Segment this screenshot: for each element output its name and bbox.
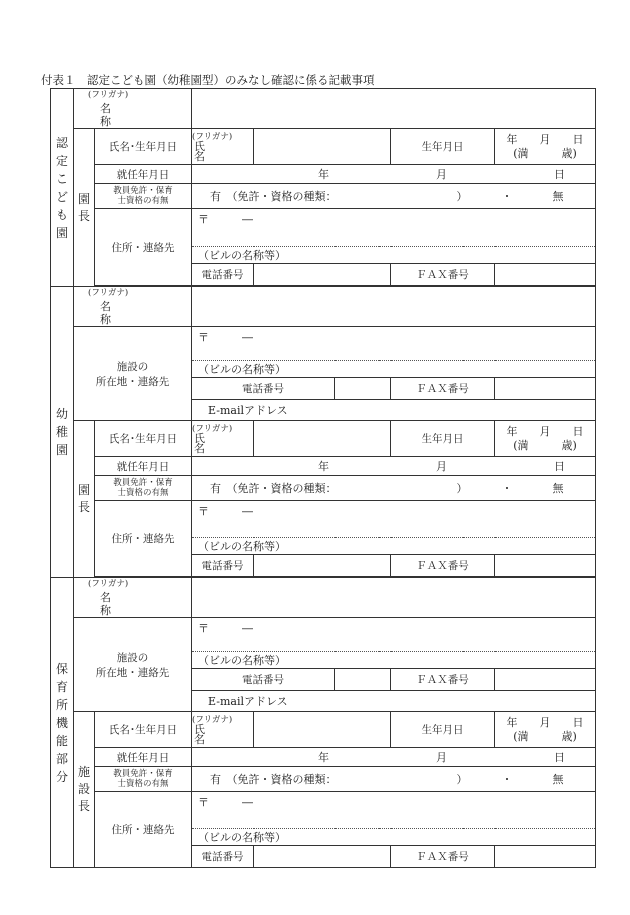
location-label (74, 618, 192, 712)
address-contact-label: 住所・連絡先 (95, 792, 192, 868)
shimei-text: 氏 名 (194, 139, 260, 163)
name-input[interactable] (254, 712, 391, 748)
license-label-2: 士資格の有無 (117, 779, 169, 789)
appointment-date-label: 就任年月日 (95, 165, 192, 184)
address-input[interactable] (192, 347, 596, 361)
furigana-label: (フリガナ) (88, 90, 129, 100)
license-close: ） (456, 773, 468, 786)
appointment-date-label: 就任年月日 (95, 457, 192, 476)
license-input[interactable] (192, 767, 596, 792)
building-input[interactable]: （ビルの名称等） (192, 652, 596, 669)
location-label-2: 所在地・連絡先 (95, 375, 170, 388)
license-nashi: 無 (552, 190, 564, 203)
building-input[interactable]: （ビルの名称等） (192, 829, 596, 846)
fax-label: ＦＡＸ番号 (391, 264, 495, 286)
email-label: E-mailアドレス (208, 695, 288, 708)
tel-label: 電話番号 (192, 378, 335, 400)
facility-name-label (74, 287, 192, 327)
sub-encho (74, 421, 95, 578)
license-label-2: 士資格の有無 (117, 488, 169, 498)
ymd-nen: 年 (318, 168, 329, 181)
email-label: E-mailアドレス (208, 404, 288, 417)
sub-encho (74, 129, 95, 287)
ymd-tsuki: 月 (436, 751, 447, 764)
tel-input[interactable] (254, 264, 391, 286)
appointment-date-label: 就任年月日 (95, 748, 192, 767)
building-input[interactable]: （ビルの名称等） (192, 247, 596, 264)
location-label (74, 327, 192, 421)
fax-input[interactable] (495, 264, 596, 286)
shimei-text: 氏 名 (194, 431, 260, 455)
ymd-hi: 日 (554, 460, 565, 473)
bday-age: (満 歳) (513, 146, 577, 160)
address-input[interactable] (192, 638, 596, 652)
tel-label: 電話番号 (192, 264, 254, 286)
appointment-date-input[interactable] (192, 748, 596, 767)
birthdate-label: 生年月日 (391, 712, 495, 748)
license-close: ） (456, 482, 468, 495)
license-dot: ・ (501, 190, 513, 203)
birthdate-input[interactable] (495, 129, 596, 165)
furigana-label: (フリガナ) (88, 579, 129, 589)
birthdate-input[interactable] (495, 712, 596, 748)
address-input[interactable] (192, 229, 596, 247)
meisho-label: 名 称 (100, 591, 162, 617)
facility-name-input[interactable] (192, 578, 596, 618)
license-label (95, 184, 192, 209)
bday-ymd: 年 月 日 (506, 715, 584, 729)
form-caption: 付表１ 認定こども園（幼稚園型）のみなし確認に係る記載事項 (41, 73, 375, 87)
license-text: 有 （免許・資格の種類： (210, 482, 337, 495)
bday-age: (満 歳) (513, 438, 577, 452)
license-label-1: 教員免許・保育 (113, 186, 173, 196)
fax-input[interactable] (495, 378, 596, 400)
license-label (95, 476, 192, 501)
address-input[interactable] (192, 521, 596, 538)
bday-ymd: 年 月 日 (506, 132, 584, 146)
shimei-label (192, 421, 260, 457)
furigana-label: (フリガナ) (192, 131, 233, 142)
address-input[interactable] (192, 812, 596, 829)
license-input[interactable] (192, 476, 596, 501)
birthdate-input[interactable] (495, 421, 596, 457)
postal-input[interactable]: 〒 ― (192, 792, 596, 812)
fax-input[interactable] (495, 669, 596, 691)
form-table (50, 88, 596, 868)
meisho-label: 名 称 (100, 300, 162, 326)
birthdate-label: 生年月日 (391, 129, 495, 165)
tel-label: 電話番号 (192, 846, 254, 868)
section-youchien-label: 幼稚園 (55, 407, 68, 457)
license-text: 有 （免許・資格の種類： (210, 773, 337, 786)
fax-label: ＦＡＸ番号 (391, 669, 495, 691)
appointment-date-input[interactable] (192, 457, 596, 476)
section-kodomoen (51, 89, 74, 287)
address-contact-label: 住所・連絡先 (95, 501, 192, 577)
shimei-label (192, 712, 260, 748)
ymd-tsuki: 月 (436, 168, 447, 181)
postal-input[interactable]: 〒 ― (192, 618, 596, 638)
appointment-date-input[interactable] (192, 165, 596, 184)
sub-shisetsucho-label: 施設長 (77, 765, 90, 813)
fax-label: ＦＡＸ番号 (391, 846, 495, 868)
section-youchien (51, 287, 74, 578)
ymd-hi: 日 (554, 751, 565, 764)
name-birth-label: 氏名･生年月日 (95, 421, 192, 457)
license-label-1: 教員免許・保育 (113, 769, 173, 779)
license-nashi: 無 (552, 773, 564, 786)
postal-input[interactable]: 〒 ― (192, 327, 596, 347)
license-dot: ・ (501, 773, 513, 786)
meisho-label: 名 称 (100, 102, 162, 128)
fax-input[interactable] (495, 555, 596, 577)
facility-name-label (74, 89, 192, 129)
name-birth-label: 氏名･生年月日 (95, 712, 192, 748)
license-label-1: 教員免許・保育 (113, 478, 173, 488)
sub-shisetsucho (74, 712, 95, 868)
name-input[interactable] (254, 129, 391, 165)
ymd-nen: 年 (318, 460, 329, 473)
furigana-label: (フリガナ) (88, 288, 129, 298)
ymd-nen: 年 (318, 751, 329, 764)
sub-encho-label: 園長 (77, 191, 90, 223)
facility-name-label (74, 578, 192, 618)
facility-name-input[interactable] (192, 89, 596, 129)
fax-input[interactable] (495, 846, 596, 868)
birthdate-label: 生年月日 (391, 421, 495, 457)
bday-ymd: 年 月 日 (506, 424, 584, 438)
shimei-text: 氏 名 (194, 722, 260, 746)
email-cell[interactable] (192, 400, 596, 421)
license-close: ） (456, 190, 468, 203)
address-contact-label: 住所・連絡先 (95, 209, 192, 286)
tel-input[interactable] (335, 378, 391, 400)
sub-encho-label: 園長 (77, 483, 90, 514)
license-label (95, 767, 192, 792)
license-text: 有 （免許・資格の種類： (210, 190, 337, 203)
postal-input[interactable]: 〒 ― (192, 209, 596, 229)
section-hoikusho (51, 578, 74, 868)
building-input[interactable]: （ビルの名称等） (192, 361, 596, 378)
license-label-2: 士資格の有無 (117, 196, 169, 206)
tel-input[interactable] (254, 846, 391, 868)
shimei-label (192, 129, 260, 165)
location-label-1: 施設の (116, 360, 149, 373)
section-hoikusho-label: 保育所機能部分 (55, 661, 68, 784)
tel-input[interactable] (335, 669, 391, 691)
license-nashi: 無 (552, 482, 564, 495)
name-birth-label: 氏名･生年月日 (95, 129, 192, 165)
license-input[interactable] (192, 184, 596, 209)
ymd-tsuki: 月 (436, 460, 447, 473)
name-input[interactable] (254, 421, 391, 457)
email-cell[interactable] (192, 691, 596, 712)
bday-age: (満 歳) (513, 729, 577, 743)
building-input[interactable]: （ビルの名称等） (192, 538, 596, 555)
location-label-1: 施設の (116, 651, 149, 664)
tel-label: 電話番号 (192, 555, 254, 577)
tel-label: 電話番号 (192, 669, 335, 691)
fax-label: ＦＡＸ番号 (391, 555, 495, 577)
furigana-label: (フリガナ) (192, 423, 233, 434)
ymd-hi: 日 (554, 168, 565, 181)
facility-name-input[interactable] (192, 287, 596, 327)
section-kodomoen-label: 認定こども園 (55, 135, 68, 240)
location-label-2: 所在地・連絡先 (95, 666, 170, 679)
postal-input[interactable]: 〒 ― (192, 501, 596, 521)
license-dot: ・ (501, 482, 513, 495)
furigana-label: (フリガナ) (192, 714, 233, 725)
tel-input[interactable] (254, 555, 391, 577)
fax-label: ＦＡＸ番号 (391, 378, 495, 400)
